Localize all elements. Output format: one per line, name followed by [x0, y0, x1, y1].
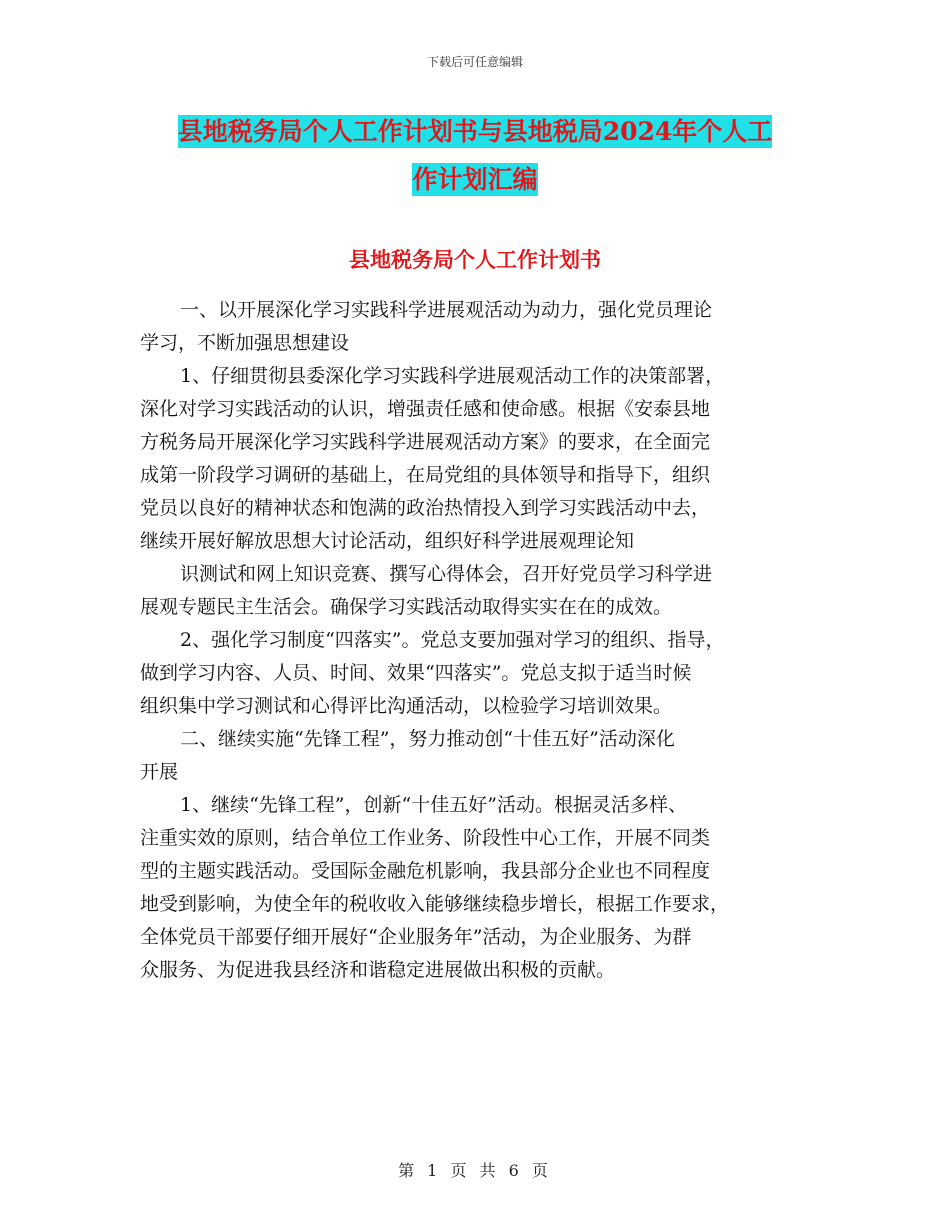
body-line: 二、继续实施“先锋工程”，努力推动创“十佳五好”活动深化 — [180, 728, 675, 750]
body-line: 1、仔细贯彻县委深化学习实践科学进展观活动工作的决策部署， — [180, 365, 725, 387]
body-line: 2、强化学习制度“四落实”。党总支要加强对学习的组织、指导， — [180, 629, 725, 651]
body-line: 1、继续“先锋工程”，创新“十佳五好”活动。根据灵活多样、 — [180, 794, 687, 816]
body-line: 地受到影响，为使全年的税收收入能够继续稳步增长，根据工作要求， — [140, 893, 730, 915]
body-line: 注重实效的原则，结合单位工作业务、阶段性中心工作，开展不同类 — [140, 827, 711, 849]
body-line: 识测试和网上知识竞赛、撰写心得体会，召开好党员学习科学进 — [180, 563, 713, 585]
body-line: 众服务、为促进我县经济和谐稳定进展做出积极的贡献。 — [140, 959, 616, 981]
body-line: 开展 — [140, 761, 179, 783]
body-line: 型的主题实践活动。受国际金融危机影响，我县部分企业也不同程度 — [140, 860, 711, 882]
document-body — [140, 294, 820, 987]
body-line: 组织集中学习测试和心得评比沟通活动，以检验学习培训效果。 — [140, 695, 673, 717]
document-title — [0, 108, 950, 204]
title-line-2: 作计划汇编 — [412, 165, 538, 194]
body-line: 一、以开展深化学习实践科学进展观活动为动力，强化党员理论 — [180, 299, 713, 321]
body-line: 展观专题民主生活会。确保学习实践活动取得实实在在的成效。 — [140, 596, 673, 618]
body-line: 方税务局开展深化学习实践科学进展观活动方案》的要求，在全面完 — [140, 431, 711, 453]
body-line: 成第一阶段学习调研的基础上，在局党组的具体领导和指导下，组织 — [140, 464, 711, 486]
body-line: 深化对学习实践活动的认识，增强责任感和使命感。根据《安泰县地 — [140, 398, 711, 420]
body-line: 全体党员干部要仔细开展好“企业服务年”活动，为企业服务、为群 — [140, 926, 692, 948]
title-line-1: 县地税务局个人工作计划书与县地税局2024年个人工 — [177, 117, 773, 146]
body-line: 学习，不断加强思想建设 — [140, 332, 350, 354]
body-line: 做到学习内容、人员、时间、效果“四落实”。党总支拟于适当时候 — [140, 662, 692, 684]
section-title: 县地税务局个人工作计划书 — [349, 247, 601, 272]
page-number-footer: 第 1 页 共 6 页 — [398, 1161, 552, 1180]
header-note: 下载后可任意编辑 — [426, 55, 523, 69]
body-line: 党员以良好的精神状态和饱满的政治热情投入到学习实践活动中去， — [140, 497, 711, 519]
body-line: 继续开展好解放思想大讨论活动，组织好科学进展观理论知 — [140, 530, 635, 552]
